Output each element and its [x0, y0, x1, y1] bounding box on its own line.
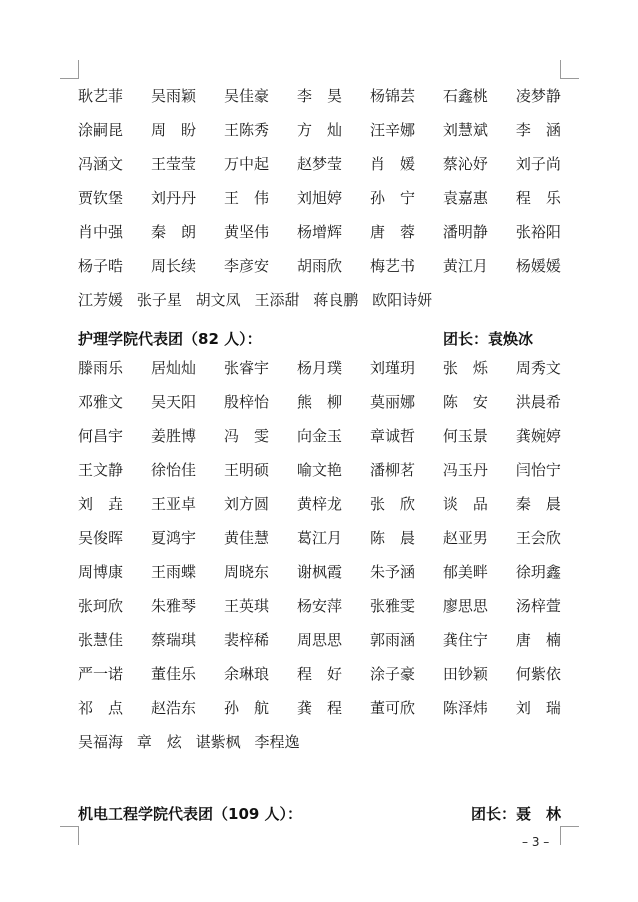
- member-name: 徐怡佳: [150, 461, 196, 479]
- member-name: 张慧佳: [78, 631, 124, 649]
- member-name: 夏鸿宇: [150, 529, 196, 547]
- name-row: [78, 220, 561, 254]
- member-name: 王莹莹: [150, 155, 196, 173]
- member-name: 裴梓稀: [223, 631, 269, 649]
- section-leader: 团长：聂 林: [470, 805, 561, 823]
- member-name: 葛江月: [296, 529, 342, 547]
- member-name: 龚 程: [296, 699, 342, 717]
- member-name: 张雅雯: [369, 597, 415, 615]
- member-name: 章 炫: [136, 733, 182, 751]
- member-name: 谈 品: [442, 495, 488, 513]
- member-name: 张睿宇: [223, 359, 269, 377]
- member-name: 祁 点: [78, 699, 124, 717]
- member-name: 梅艺书: [369, 257, 415, 275]
- member-name: 何紫依: [515, 665, 561, 683]
- member-name: 秦 晨: [515, 495, 561, 513]
- member-name: 蔡沁妤: [442, 155, 488, 173]
- name-row: [78, 492, 561, 526]
- member-name: 章诚哲: [369, 427, 415, 445]
- member-name: 吴福海: [78, 733, 124, 751]
- member-name: 张 烁: [442, 359, 488, 377]
- member-name: 冯涵文: [78, 155, 124, 173]
- section-leader: 团长：袁焕冰: [442, 330, 533, 348]
- member-name: 龚婉婷: [515, 427, 561, 445]
- member-name: 孙 航: [223, 699, 269, 717]
- member-name: 黄梓龙: [296, 495, 342, 513]
- member-name: 刘子尚: [515, 155, 561, 173]
- member-name: 王会欣: [515, 529, 561, 547]
- member-name: 杨子晧: [78, 257, 124, 275]
- member-name: 杨增辉: [296, 223, 342, 241]
- member-name: 肖 媛: [369, 155, 415, 173]
- member-name: 周秀文: [515, 359, 561, 377]
- member-name: 胡文凤: [195, 291, 241, 309]
- member-name: 周 盼: [150, 121, 196, 139]
- member-name: 闫怡宁: [515, 461, 561, 479]
- name-row: [78, 186, 561, 220]
- member-name: 胡雨欣: [296, 257, 342, 275]
- name-row: [78, 152, 561, 186]
- member-name: 刘 瑞: [515, 699, 561, 717]
- member-name: 刘 垚: [78, 495, 124, 513]
- member-name: 汪辛娜: [369, 121, 415, 139]
- corner-mark-bottom-right: [560, 826, 579, 845]
- member-name: 肖中强: [78, 223, 124, 241]
- corner-mark-top-left: [60, 60, 79, 79]
- member-name: 冯 雯: [223, 427, 269, 445]
- member-name: 涂子豪: [369, 665, 415, 683]
- member-name: 赵亚男: [442, 529, 488, 547]
- member-name: 郭雨涵: [369, 631, 415, 649]
- name-list-nursing: [78, 356, 561, 764]
- member-name: 王 伟: [223, 189, 269, 207]
- member-name: 潘明静: [442, 223, 488, 241]
- member-name: 李 涵: [515, 121, 561, 139]
- member-name: 黄坚伟: [223, 223, 269, 241]
- member-name: 刘瑾玥: [369, 359, 415, 377]
- name-row: [78, 288, 561, 322]
- member-name: 唐 蓉: [369, 223, 415, 241]
- member-name: 石鑫桃: [442, 87, 488, 105]
- member-name: 贾钦堡: [78, 189, 124, 207]
- member-name: 龚住宁: [442, 631, 488, 649]
- member-name: 董可欣: [369, 699, 415, 717]
- member-name: 周思思: [296, 631, 342, 649]
- member-name: 刘方圆: [223, 495, 269, 513]
- name-row: [78, 118, 561, 152]
- member-name: 杨锦芸: [369, 87, 415, 105]
- member-name: 何玉景: [442, 427, 488, 445]
- section-heading-nursing: [78, 322, 561, 356]
- name-row: [78, 594, 561, 628]
- member-name: 熊 柳: [296, 393, 342, 411]
- member-name: 刘旭婷: [296, 189, 342, 207]
- member-name: 汤梓萱: [515, 597, 561, 615]
- member-name: 王文静: [78, 461, 124, 479]
- name-row: [78, 84, 561, 118]
- member-name: 徐玥鑫: [515, 563, 561, 581]
- member-name: 吴佳豪: [223, 87, 269, 105]
- member-name: 程 乐: [515, 189, 561, 207]
- member-name: 喻文艳: [296, 461, 342, 479]
- member-name: 余琳琅: [223, 665, 269, 683]
- section-heading-mechanical: [78, 797, 561, 831]
- member-name: 刘慧斌: [442, 121, 488, 139]
- member-name: 李程逸: [254, 733, 300, 751]
- name-row: [78, 390, 561, 424]
- member-name: 欧阳诗妍: [372, 291, 433, 309]
- member-name: 吴天阳: [150, 393, 196, 411]
- member-name: 廖思思: [442, 597, 488, 615]
- document-body: [78, 84, 561, 831]
- member-name: 涂嗣昆: [78, 121, 124, 139]
- name-row: [78, 662, 561, 696]
- name-row: [78, 560, 561, 594]
- member-name: 张 欣: [369, 495, 415, 513]
- name-row: [78, 526, 561, 560]
- member-name: 王亚卓: [150, 495, 196, 513]
- name-row: [78, 696, 561, 730]
- member-name: 陈 安: [442, 393, 488, 411]
- member-name: 黄江月: [442, 257, 488, 275]
- member-name: 杨媛媛: [515, 257, 561, 275]
- member-name: 杨安萍: [296, 597, 342, 615]
- member-name: 朱予涵: [369, 563, 415, 581]
- name-row: [78, 458, 561, 492]
- member-name: 李彦安: [223, 257, 269, 275]
- corner-mark-bottom-left: [60, 826, 79, 845]
- member-name: 杨月璞: [296, 359, 342, 377]
- member-name: 郁美畔: [442, 563, 488, 581]
- member-name: 周长续: [150, 257, 196, 275]
- name-row: [78, 254, 561, 288]
- member-name: 王雨蝶: [150, 563, 196, 581]
- member-name: 殷梓怡: [223, 393, 269, 411]
- member-name: 洪晨希: [515, 393, 561, 411]
- member-name: 王明硕: [223, 461, 269, 479]
- member-name: 谢枫霞: [296, 563, 342, 581]
- member-name: 严一诺: [78, 665, 124, 683]
- member-name: 吴雨颖: [150, 87, 196, 105]
- member-name: 莫丽娜: [369, 393, 415, 411]
- member-name: 唐 楠: [515, 631, 561, 649]
- member-name: 李 昊: [296, 87, 342, 105]
- member-name: 谌紫枫: [195, 733, 241, 751]
- member-name: 秦 朗: [150, 223, 196, 241]
- member-name: 赵浩东: [150, 699, 196, 717]
- member-name: 孙 宁: [369, 189, 415, 207]
- member-name: 姜胜博: [150, 427, 196, 445]
- member-name: 耿艺菲: [78, 87, 124, 105]
- member-name: 周晓东: [223, 563, 269, 581]
- member-name: 刘丹丹: [150, 189, 196, 207]
- member-name: 蔡瑞琪: [150, 631, 196, 649]
- name-row: [78, 424, 561, 458]
- member-name: 黄佳慧: [223, 529, 269, 547]
- member-name: 田钞颖: [442, 665, 488, 683]
- member-name: 居灿灿: [150, 359, 196, 377]
- corner-mark-top-right: [560, 60, 579, 79]
- member-name: 张珂欣: [78, 597, 124, 615]
- member-name: 蒋良鹏: [313, 291, 359, 309]
- member-name: 滕雨乐: [78, 359, 124, 377]
- member-name: 向金玉: [296, 427, 342, 445]
- member-name: 王英琪: [223, 597, 269, 615]
- member-name: 周博康: [78, 563, 124, 581]
- name-row: [78, 628, 561, 662]
- name-list-continued: [78, 84, 561, 322]
- member-name: 张裕阳: [515, 223, 561, 241]
- page-number: – 3 –: [522, 835, 550, 849]
- member-name: 吴俊晖: [78, 529, 124, 547]
- member-name: 邓雅文: [78, 393, 124, 411]
- member-name: 袁嘉惠: [442, 189, 488, 207]
- member-name: 王陈秀: [223, 121, 269, 139]
- member-name: 董佳乐: [150, 665, 196, 683]
- member-name: 方 灿: [296, 121, 342, 139]
- member-name: 江芳媛: [78, 291, 124, 309]
- member-name: 冯玉丹: [442, 461, 488, 479]
- member-name: 程 好: [296, 665, 342, 683]
- member-name: 张子星: [136, 291, 182, 309]
- member-name: 万中起: [223, 155, 269, 173]
- member-name: 赵梦莹: [296, 155, 342, 173]
- member-name: 陈 晨: [369, 529, 415, 547]
- member-name: 潘柳茗: [369, 461, 415, 479]
- member-name: 凌梦静: [515, 87, 561, 105]
- member-name: 王添甜: [254, 291, 300, 309]
- member-name: 何昌宇: [78, 427, 124, 445]
- section-title: 护理学院代表团（82 人）：: [78, 330, 262, 348]
- name-row: [78, 356, 561, 390]
- member-name: 朱雅琴: [150, 597, 196, 615]
- name-row: [78, 730, 561, 764]
- section-title: 机电工程学院代表团（109 人）：: [78, 805, 303, 823]
- member-name: 陈泽炜: [442, 699, 488, 717]
